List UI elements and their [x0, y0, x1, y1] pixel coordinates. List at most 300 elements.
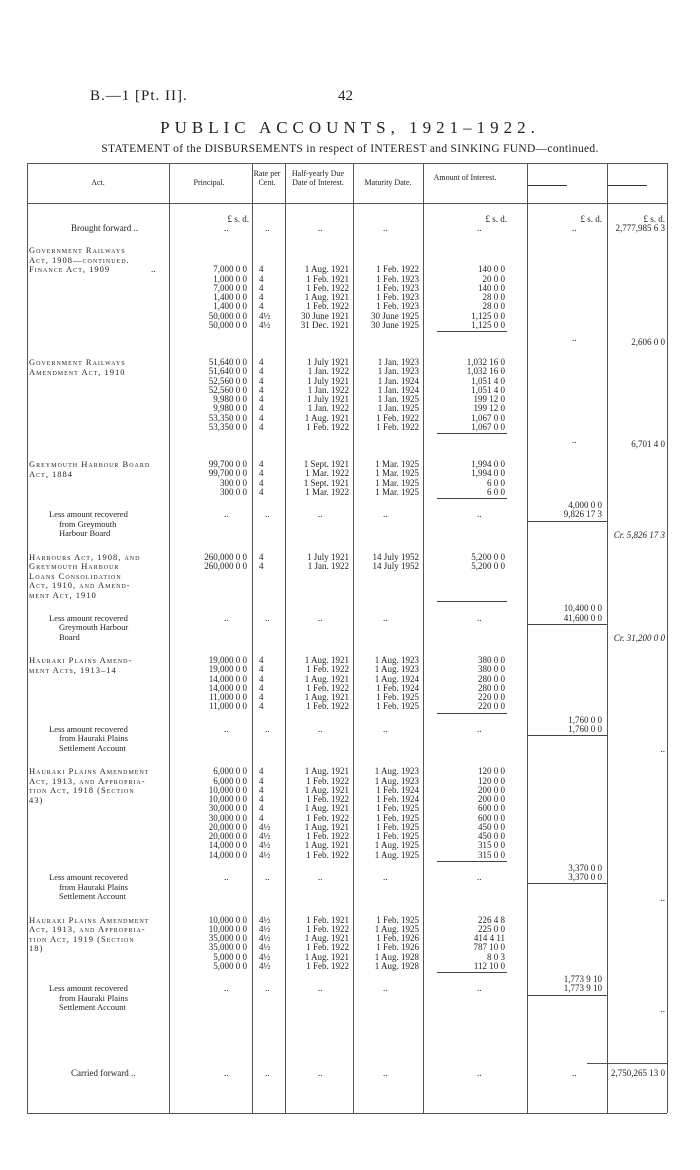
principal-cell: 11,000 0 0 [209, 701, 247, 712]
rate-cell: 4½ [259, 923, 271, 934]
placeholder-dots: .. [477, 723, 482, 734]
principal-cell: 7,000 0 0 [213, 264, 247, 275]
interest-amount-cell: 200 0 0 [478, 794, 505, 805]
subtotal-interest: 1,773 9 10 [563, 974, 602, 985]
interest-amount-cell: 5,200 0 0 [471, 561, 505, 572]
principal-cell: 50,000 0 0 [208, 319, 247, 330]
maturity-date-cell: 30 June 1925 [371, 310, 419, 321]
interest-amount-cell: 220 0 0 [478, 692, 505, 703]
rate-cell: 4½ [259, 821, 271, 832]
maturity-date-cell: 1 Feb. 1922 [376, 264, 419, 275]
less-recovered-line: from Hauraki Plains [59, 733, 128, 744]
placeholder-dots: .. [224, 1068, 229, 1078]
subtotal-recovered: 1,760 0 0 [568, 723, 602, 734]
less-recovered-line: from Greymouth [59, 518, 117, 529]
act-name-line: ment Act, 1910 [29, 589, 97, 600]
maturity-date-cell: 1 Feb. 1926 [376, 942, 419, 953]
interest-underline [437, 498, 507, 499]
due-date-cell: 1 Feb. 1922 [306, 775, 349, 786]
rate-cell: 4 [259, 403, 264, 414]
interest-amount-cell: 1,032 16 0 [466, 357, 505, 368]
due-date-cell: 1 Jan. 1922 [307, 384, 349, 395]
recovered-underline [527, 521, 607, 522]
group-total: .. [660, 892, 665, 903]
principal-currency: £ s. d. [227, 214, 249, 224]
act-name-line: 43) [29, 794, 44, 805]
act-name-line: Greymouth Harbour [29, 561, 120, 572]
principal-cell: 35,000 0 0 [208, 942, 247, 953]
interest-underline [437, 713, 507, 714]
due-date-cell: 1 Aug. 1921 [304, 692, 349, 703]
act-name-line: Act, 1884 [29, 468, 74, 479]
principal-cell: 52,560 0 0 [208, 384, 247, 395]
due-date-cell: 1 Aug. 1921 [304, 412, 349, 423]
placeholder-dots: .. [224, 223, 229, 234]
interest-underline [437, 861, 507, 862]
principal-cell: 10,000 0 0 [208, 914, 247, 925]
page-ref: B.—1 [Pt. II]. [90, 88, 188, 104]
interest-amount-cell: 225 0 0 [478, 923, 505, 934]
rate-cell: 4 [259, 468, 264, 479]
due-date-cell: 1 Jan. 1922 [307, 561, 349, 572]
act-name-line: Loans Consolidation [29, 570, 122, 581]
rate-cell: 4½ [259, 319, 271, 330]
maturity-date-cell: 1 Feb. 1923 [376, 301, 419, 312]
recovered-underline [527, 735, 607, 736]
maturity-date-cell: 1 Mar. 1925 [375, 486, 419, 497]
rate-cell: 4 [259, 664, 264, 675]
less-recovered-line: Less amount recovered [49, 612, 128, 623]
principal-cell: 14,000 0 0 [208, 682, 247, 693]
interest-amount-cell: 600 0 0 [478, 812, 505, 823]
principal-cell: 14,000 0 0 [208, 673, 247, 684]
maturity-date-cell: 1 Aug. 1923 [374, 655, 419, 666]
principal-cell: 260,000 0 0 [204, 551, 247, 562]
header-top-rule [27, 163, 667, 164]
interest-amount-cell: 1,051 4 0 [471, 375, 505, 386]
col-principal-header: Principal. [193, 178, 225, 187]
principal-cell: 9,980 0 0 [213, 394, 247, 405]
placeholder-dots: .. [383, 723, 388, 734]
due-date-cell: 1 Feb. 1922 [306, 701, 349, 712]
maturity-date-cell: 1 Aug. 1923 [374, 664, 419, 675]
maturity-date-cell: 1 Aug. 1928 [374, 951, 419, 962]
interest-amount-cell: 315 0 0 [478, 849, 505, 860]
principal-cell: 9,980 0 0 [213, 403, 247, 414]
rate-cell: 4 [259, 394, 264, 405]
maturity-date-cell: 1 Aug. 1924 [374, 673, 419, 684]
maturity-date-cell: 1 Feb. 1926 [376, 933, 419, 944]
interest-amount-cell: 1,125 0 0 [471, 310, 505, 321]
maturity-date-cell: 1 Aug. 1925 [374, 849, 419, 860]
due-date-cell: 31 Dec. 1921 [300, 319, 349, 330]
due-date-cell: 1 Aug. 1921 [304, 803, 349, 814]
due-date-cell: 1 July 1921 [306, 357, 349, 368]
placeholder-dots: .. [265, 983, 270, 994]
maturity-date-cell: 1 Feb. 1925 [376, 831, 419, 842]
subtotal-recovered: 41,600 0 0 [563, 612, 602, 623]
act-name-line: Hauraki Plains Amendment [29, 914, 150, 925]
principal-cell: 6,000 0 0 [213, 766, 247, 777]
maturity-date-cell: 14 July 1952 [372, 551, 419, 562]
maturity-date-cell: 1 Feb. 1925 [376, 812, 419, 823]
act-name-line: Act, 1910, and Amend- [29, 580, 131, 591]
principal-cell: 11,000 0 0 [209, 692, 247, 703]
principal-cell: 51,640 0 0 [208, 357, 247, 368]
rate-cell: 4 [259, 357, 264, 368]
rate-cell: 4 [259, 561, 264, 572]
principal-cell: 35,000 0 0 [208, 933, 247, 944]
due-date-cell: 1 July 1921 [306, 551, 349, 562]
recovered-underline [527, 883, 607, 884]
rate-cell: 4 [259, 421, 264, 432]
interest-amount-cell: 600 0 0 [478, 803, 505, 814]
group-total: 6,701 4 0 [631, 439, 665, 450]
maturity-date-cell: 1 Feb. 1922 [376, 412, 419, 423]
maturity-date-cell: 1 Feb. 1924 [376, 784, 419, 795]
due-date-cell: 1 Feb. 1922 [306, 849, 349, 860]
col-blank2-dash [607, 185, 647, 186]
subtotal-interest: 1,760 0 0 [568, 714, 602, 725]
maturity-date-cell: 1 Feb. 1925 [376, 821, 419, 832]
interest-amount-cell: 1,994 0 0 [471, 459, 505, 470]
maturity-date-cell: 1 Feb. 1924 [376, 682, 419, 693]
act-name-line: ment Acts, 1913–14 [29, 664, 117, 675]
due-date-cell: 1 Feb. 1921 [306, 273, 349, 284]
placeholder-dots: .. [318, 612, 323, 623]
maturity-date-cell: 1 Feb. 1923 [376, 273, 419, 284]
act-name-line: tion Act, 1918 (Section [29, 785, 135, 796]
placeholder-dots: .. [572, 435, 577, 446]
maturity-date-cell: 1 Feb. 1923 [376, 282, 419, 293]
placeholder-dots: .. [383, 612, 388, 623]
rate-cell: 4½ [259, 933, 271, 944]
due-date-cell: 1 Feb. 1922 [306, 960, 349, 971]
act-name-line: Act, 1913, and Appropria- [29, 775, 146, 786]
interest-amount-cell: 28 0 0 [482, 292, 505, 303]
page-number: 42 [338, 88, 353, 104]
maturity-date-cell: 1 Feb. 1924 [376, 794, 419, 805]
maturity-date-cell: 30 June 1925 [371, 319, 419, 330]
interest-amount-cell: 380 0 0 [478, 655, 505, 666]
placeholder-dots: .. [224, 509, 229, 520]
principal-cell: 53,350 0 0 [208, 412, 247, 423]
due-date-cell: 1 Aug. 1921 [304, 840, 349, 851]
group-total: .. [660, 1003, 665, 1014]
header-bottom-rule [27, 203, 667, 204]
act-name-line: Hauraki Plains Amend- [29, 655, 133, 666]
placeholder-dots: .. [265, 1068, 270, 1078]
rate-cell: 4½ [259, 310, 271, 321]
placeholder-dots: .. [477, 983, 482, 994]
maturity-date-cell: 1 Aug. 1923 [374, 766, 419, 777]
subtotal-recovered: 9,826 17 3 [563, 509, 602, 520]
placeholder-dots: .. [477, 1068, 482, 1078]
maturity-date-cell: 1 Jan. 1923 [377, 366, 419, 377]
due-date-cell: 1 Sept. 1921 [303, 459, 349, 470]
interest-amount-cell: 380 0 0 [478, 664, 505, 675]
interest-amount-cell: 1,994 0 0 [471, 468, 505, 479]
placeholder-dots: .. [318, 872, 323, 883]
interest-amount-cell: 199 12 0 [473, 403, 505, 414]
less-recovered-line: Settlement Account [59, 1002, 126, 1013]
due-date-cell: 1 Aug. 1921 [304, 784, 349, 795]
principal-cell: 1,000 0 0 [213, 273, 247, 284]
maturity-date-cell: 1 Jan. 1925 [377, 394, 419, 405]
principal-cell: 19,000 0 0 [208, 655, 247, 666]
less-recovered-line: Less amount recovered [49, 723, 128, 734]
less-recovered-line: Greymouth Harbour [59, 622, 129, 633]
column-rule [252, 163, 253, 1113]
act-name-line: tion Act, 1919 (Section [29, 933, 135, 944]
accounts-table [27, 163, 667, 1113]
rate-cell: 4 [259, 301, 264, 312]
rate-cell: 4½ [259, 960, 271, 971]
less-recovered-line: Less amount recovered [49, 983, 128, 994]
placeholder-dots: .. [224, 612, 229, 623]
due-date-cell: 1 Aug. 1921 [304, 766, 349, 777]
maturity-date-cell: 1 Jan. 1923 [377, 357, 419, 368]
principal-cell: 53,350 0 0 [208, 421, 247, 432]
subtotal-recovered: 1,773 9 10 [563, 983, 602, 994]
interest-amount-cell: 1,067 0 0 [471, 421, 505, 432]
rate-cell: 4½ [259, 914, 271, 925]
less-recovered-line: Board [59, 631, 80, 642]
placeholder-dots: .. [265, 612, 270, 623]
interest-amount-cell: 120 0 0 [478, 775, 505, 786]
rate-cell: 4 [259, 766, 264, 777]
less-recovered-line: Settlement Account [59, 891, 126, 902]
rate-cell: 4 [259, 812, 264, 823]
maturity-date-cell: 1 Feb. 1923 [376, 292, 419, 303]
interest-amount-cell: 226 4 8 [478, 914, 505, 925]
col-rate-header: Rate per Cent. [253, 169, 281, 187]
rate-cell: 4 [259, 655, 264, 666]
group-total: Cr. 31,200 0 0 [613, 633, 665, 644]
interest-amount-cell: 1,051 4 0 [471, 384, 505, 395]
rate-cell: 4½ [259, 840, 271, 851]
interest-amount-cell: 199 12 0 [473, 394, 505, 405]
act-name-line: Act, 1908—continued. [29, 254, 130, 265]
placeholder-dots: .. [383, 872, 388, 883]
act-name-line: Government Railways [29, 245, 126, 256]
due-date-cell: 1 Jan. 1922 [307, 366, 349, 377]
due-date-cell: 1 Feb. 1922 [306, 682, 349, 693]
interest-underline [437, 331, 507, 332]
rate-cell: 4 [259, 775, 264, 786]
due-date-cell: 1 Aug. 1921 [304, 673, 349, 684]
maturity-date-cell: 1 Jan. 1924 [377, 384, 419, 395]
rate-cell: 4 [259, 803, 264, 814]
rate-cell: 4 [259, 486, 264, 497]
placeholder-dots: .. [151, 264, 156, 275]
due-date-cell: 1 Mar. 1922 [305, 486, 349, 497]
rate-cell: 4 [259, 794, 264, 805]
interest-amount-cell: 450 0 0 [478, 821, 505, 832]
interest-underline [437, 433, 507, 434]
interest-amount-cell: 787 10 0 [473, 942, 505, 953]
subtotal-recovered: 3,370 0 0 [568, 872, 602, 883]
due-date-cell: 1 Aug. 1921 [304, 821, 349, 832]
placeholder-dots: .. [224, 872, 229, 883]
group-total: Cr. 5,826 17 3 [613, 529, 665, 540]
principal-cell: 14,000 0 0 [208, 849, 247, 860]
placeholder-dots: .. [383, 983, 388, 994]
rate-cell: 4 [259, 459, 264, 470]
interest-amount-cell: 120 0 0 [478, 766, 505, 777]
due-date-cell: 1 Feb. 1922 [306, 421, 349, 432]
principal-cell: 6,000 0 0 [213, 775, 247, 786]
placeholder-dots: .. [318, 723, 323, 734]
principal-cell: 52,560 0 0 [208, 375, 247, 386]
principal-cell: 20,000 0 0 [208, 831, 247, 842]
table-bottom-rule [27, 1113, 667, 1114]
interest-amount-cell: 5,200 0 0 [471, 551, 505, 562]
less-recovered-line: Less amount recovered [49, 872, 128, 883]
maturity-date-cell: 1 Feb. 1925 [376, 701, 419, 712]
maturity-date-cell: 1 Mar. 1925 [375, 459, 419, 470]
placeholder-dots: .. [224, 983, 229, 994]
act-name-line: Government Railways [29, 357, 126, 368]
rate-cell: 4½ [259, 849, 271, 860]
principal-cell: 10,000 0 0 [208, 923, 247, 934]
interest-amount-cell: 200 0 0 [478, 784, 505, 795]
due-date-cell: 1 Feb. 1922 [306, 794, 349, 805]
placeholder-dots: .. [572, 333, 577, 344]
placeholder-dots: .. [477, 223, 482, 234]
interest-amount-cell: 6 0 0 [487, 486, 505, 497]
col2-currency: £ s. d. [643, 214, 665, 224]
principal-cell: 30,000 0 0 [208, 803, 247, 814]
due-date-cell: 1 Feb. 1921 [306, 914, 349, 925]
recovered-underline [527, 624, 607, 625]
rate-cell: 4 [259, 477, 264, 488]
interest-amount-cell: 140 0 0 [478, 264, 505, 275]
rate-cell: 4 [259, 692, 264, 703]
less-recovered-line: from Hauraki Plains [59, 881, 128, 892]
column-rule [667, 163, 668, 1113]
due-date-cell: 1 Aug. 1921 [304, 292, 349, 303]
principal-cell: 10,000 0 0 [208, 794, 247, 805]
due-date-cell: 1 Feb. 1922 [306, 831, 349, 842]
placeholder-dots: .. [265, 723, 270, 734]
brought-forward-total: 2,777,985 6 3 [615, 223, 665, 234]
principal-cell: 260,000 0 0 [204, 561, 247, 572]
placeholder-dots: .. [572, 1068, 577, 1078]
rate-cell: 4 [259, 682, 264, 693]
act-name-line: Finance Act, 1909 [29, 264, 111, 275]
column-rule [27, 163, 28, 1113]
rate-cell: 4 [259, 551, 264, 562]
placeholder-dots: .. [318, 509, 323, 520]
maturity-date-cell: 1 Aug. 1925 [374, 923, 419, 934]
principal-cell: 99,700 0 0 [208, 459, 247, 470]
maturity-date-cell: 14 July 1952 [372, 561, 419, 572]
maturity-date-cell: 1 Aug. 1925 [374, 840, 419, 851]
recovered-underline [527, 995, 607, 996]
subtotal-interest: 3,370 0 0 [568, 862, 602, 873]
act-name-line: Hauraki Plains Amendment [29, 766, 150, 777]
rate-cell: 4½ [259, 942, 271, 953]
maturity-date-cell: 1 Jan. 1925 [377, 403, 419, 414]
group-total: .. [660, 744, 665, 755]
due-date-cell: 1 Feb. 1922 [306, 923, 349, 934]
less-recovered-line: Harbour Board [59, 528, 111, 539]
subtotal-interest: 4,000 0 0 [568, 500, 602, 511]
due-date-cell: 1 Feb. 1922 [306, 812, 349, 823]
principal-cell: 99,700 0 0 [208, 468, 247, 479]
principal-cell: 14,000 0 0 [208, 840, 247, 851]
maturity-date-cell: 1 Feb. 1925 [376, 803, 419, 814]
maturity-date-cell: 1 Mar. 1925 [375, 477, 419, 488]
maturity-date-cell: 1 Jan. 1924 [377, 375, 419, 386]
placeholder-dots: .. [477, 612, 482, 623]
placeholder-dots: .. [383, 1068, 388, 1078]
col-maturity-header: Maturity Date. [364, 178, 412, 187]
rate-cell: 4 [259, 292, 264, 303]
maturity-date-cell: 1 Feb. 1922 [376, 421, 419, 432]
due-date-cell: 1 Feb. 1922 [306, 664, 349, 675]
rate-cell: 4 [259, 375, 264, 386]
placeholder-dots: .. [477, 872, 482, 883]
maturity-date-cell: 1 Feb. 1925 [376, 914, 419, 925]
due-date-cell: 1 July 1921 [306, 394, 349, 405]
rate-cell: 4 [259, 784, 264, 795]
interest-amount-cell: 28 0 0 [482, 301, 505, 312]
interest-amount-cell: 414 4 11 [473, 933, 505, 944]
col-blank1-dash [527, 185, 567, 186]
carried-forward-label: Carried forward .. [71, 1068, 136, 1078]
principal-cell: 1,400 0 0 [213, 292, 247, 303]
placeholder-dots: .. [318, 983, 323, 994]
interest-amount-cell: 220 0 0 [478, 701, 505, 712]
due-date-cell: 1 Aug. 1921 [304, 951, 349, 962]
rate-cell: 4 [259, 282, 264, 293]
interest-amount-cell: 1,032 16 0 [466, 366, 505, 377]
due-date-cell: 1 Feb. 1922 [306, 301, 349, 312]
due-date-cell: 1 Sept. 1921 [303, 477, 349, 488]
maturity-date-cell: 1 Mar. 1925 [375, 468, 419, 479]
principal-cell: 30,000 0 0 [208, 812, 247, 823]
rate-cell: 4 [259, 366, 264, 377]
subtotal-interest: 10,400 0 0 [563, 603, 602, 614]
rate-cell: 4 [259, 701, 264, 712]
placeholder-dots: .. [318, 1068, 323, 1078]
less-recovered-line: Settlement Account [59, 742, 126, 753]
rate-cell: 4½ [259, 831, 271, 842]
act-name-line: Act, 1913, and Appropria- [29, 924, 146, 935]
maturity-date-cell: 1 Aug. 1923 [374, 775, 419, 786]
placeholder-dots: .. [572, 223, 577, 234]
act-name-line: Amendment Act, 1910 [29, 366, 126, 377]
placeholder-dots: .. [265, 872, 270, 883]
principal-cell: 50,000 0 0 [208, 310, 247, 321]
due-date-cell: 1 July 1921 [306, 375, 349, 386]
less-recovered-line: Less amount recovered [49, 509, 128, 520]
principal-cell: 7,000 0 0 [213, 282, 247, 293]
principal-cell: 5,000 0 0 [213, 951, 247, 962]
rate-cell: 4 [259, 273, 264, 284]
principal-cell: 19,000 0 0 [208, 664, 247, 675]
interest-amount-cell: 1,125 0 0 [471, 319, 505, 330]
column-rule [285, 163, 286, 1113]
page-title: PUBLIC ACCOUNTS, 1921–1922. [160, 118, 540, 137]
group-total: 2,606 0 0 [631, 337, 665, 348]
col1-currency: £ s. d. [580, 214, 602, 224]
due-date-cell: 1 Aug. 1921 [304, 264, 349, 275]
principal-cell: 10,000 0 0 [208, 784, 247, 795]
maturity-date-cell: 1 Feb. 1925 [376, 692, 419, 703]
